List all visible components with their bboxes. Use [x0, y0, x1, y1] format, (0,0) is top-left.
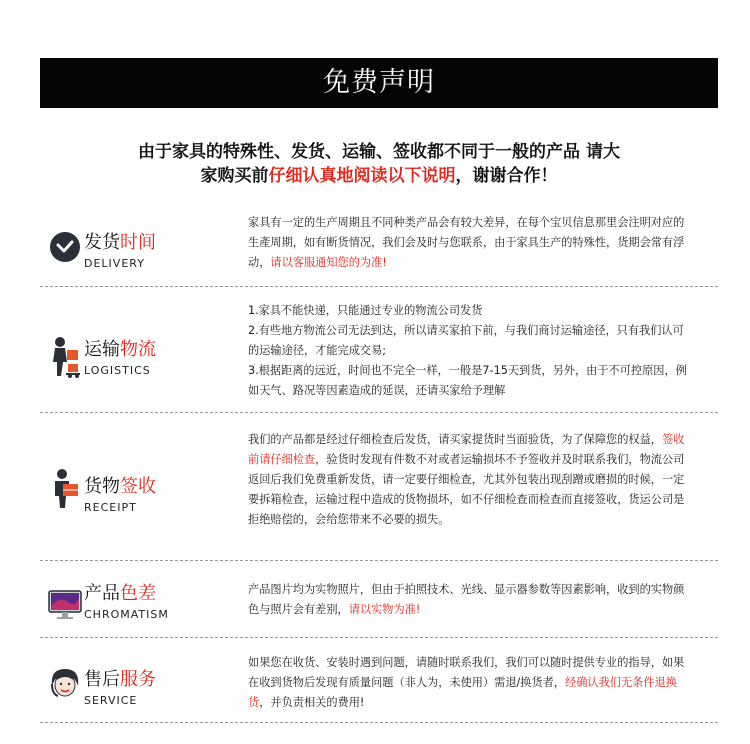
- receipt-en: RECEIPT: [84, 501, 137, 514]
- delivery-title: [84, 232, 234, 254]
- divider: [40, 286, 718, 287]
- logistics-line-2: 2.有些地方物流公司无法到达，所以请买家拍下前，与我们商讨运输途径，只有我们认可的运输途径，才能完成交易;: [248, 324, 684, 357]
- logistics-line-3: 3.根据距离的远近，时间也不完全一样，一般是7-15天到货，另外，由于不可控原因，例如天气、路况等因素造成的延误，还请买家给予理解: [248, 364, 687, 397]
- receipt-title: [84, 476, 234, 498]
- clock-icon: [48, 230, 82, 264]
- intro-line-2-pre: 家购买前: [200, 166, 269, 186]
- chromatism-text-body: 产品图片均为实物照片，但由于拍照技术、光线、显示器参数等因素影响，收到的实物颜色与照片会有差别，: [248, 583, 685, 616]
- logistics-title-red: 物流: [120, 339, 156, 360]
- service-title-black: 售后: [84, 669, 120, 690]
- package-icon: [48, 468, 82, 510]
- divider: [40, 560, 718, 561]
- receipt-text-post: ，验货时发现有件数不对或者运输损坏不予签收并及时联系我们，物流公司返回后我们免费重新发货，请一定要仔细检查，尤其外包装出现刮蹭或磨损的时候，一定要拆箱检查，运输过程中造成的货物损坏，如不仔细检查而检查而直接签收，货运公司是拒绝赔偿的，会给您带来不必要的损失。: [248, 453, 685, 526]
- chromatism-en: CHROMATISM: [84, 608, 169, 621]
- delivery-text-red: 请以客服通知您的为准!: [270, 256, 387, 269]
- receipt-title-block: [84, 476, 234, 516]
- delivery-man-icon: [48, 336, 82, 378]
- receipt-text-red: 签收前请仔细检查: [248, 433, 685, 466]
- intro-line-2-red: 仔细认真地阅读以下说明: [268, 166, 456, 186]
- divider: [40, 412, 718, 413]
- logistics-title-black: 运输: [84, 339, 120, 360]
- receipt-text-pre: 我们的产品都是经过仔细检查后发货，请买家提货时当面验货，为了保障您的权益，: [248, 433, 662, 446]
- logistics-line-1: 1.家具不能快递，只能通过专业的物流公司发货: [248, 304, 483, 317]
- delivery-text-body: 家具有一定的生产周期且不同种类产品会有较大差异，在每个宝贝信息那里会注明对应的生產周期，如有断货情况，我们会及时与您联系，由于家具生产的特殊性，货期会常有浮动，: [248, 216, 685, 269]
- divider: [40, 637, 718, 638]
- service-title-red: 服务: [120, 669, 156, 690]
- delivery-title-black: 发货: [84, 232, 120, 253]
- delivery-title-red: 时间: [120, 232, 156, 253]
- service-text-post: ，并负责相关的费用!: [259, 696, 365, 709]
- logistics-en: LOGISTICS: [84, 364, 151, 377]
- intro-line-2-post: ，谢谢合作！: [455, 166, 558, 186]
- chromatism-text: [248, 580, 688, 620]
- logistics-text: [248, 301, 688, 401]
- delivery-title-block: [84, 232, 234, 272]
- service-title-block: [84, 669, 234, 709]
- chromatism-text-red: 请以实物为准!: [348, 603, 421, 616]
- service-en: SERVICE: [84, 694, 138, 707]
- service-text-pre: 如果您在收货、安装时遇到问题，请随时联系我们，我们可以随时提供专业的指导，如果在收到货物后发现有质量问题（非人为，未使用）需退/换货者，: [248, 656, 685, 689]
- delivery-en: DELIVERY: [84, 257, 145, 270]
- intro: [40, 140, 718, 188]
- chromatism-title-block: [84, 583, 234, 623]
- service-text: [248, 653, 688, 713]
- divider: [40, 722, 718, 723]
- receipt-text: [248, 430, 688, 530]
- delivery-text: [248, 213, 688, 273]
- intro-line-1: 由于家具的特殊性、发货、运输、签收都不同于一般的产品 请大: [138, 142, 620, 162]
- customer-service-icon: [48, 666, 82, 700]
- banner-title: 免费声明: [323, 67, 435, 98]
- monitor-icon: [48, 588, 82, 622]
- logistics-title: [84, 339, 234, 361]
- receipt-title-red: 签收: [120, 476, 156, 497]
- logistics-title-block: [84, 339, 234, 379]
- chromatism-title: [84, 583, 234, 605]
- receipt-title-black: 货物: [84, 476, 120, 497]
- chromatism-title-black: 产品: [84, 583, 120, 604]
- service-title: [84, 669, 234, 691]
- banner: [40, 58, 718, 108]
- service-text-red: 经确认我们无条件退换货: [248, 676, 677, 709]
- chromatism-title-red: 色差: [120, 583, 156, 604]
- intro-line-2: [40, 164, 718, 188]
